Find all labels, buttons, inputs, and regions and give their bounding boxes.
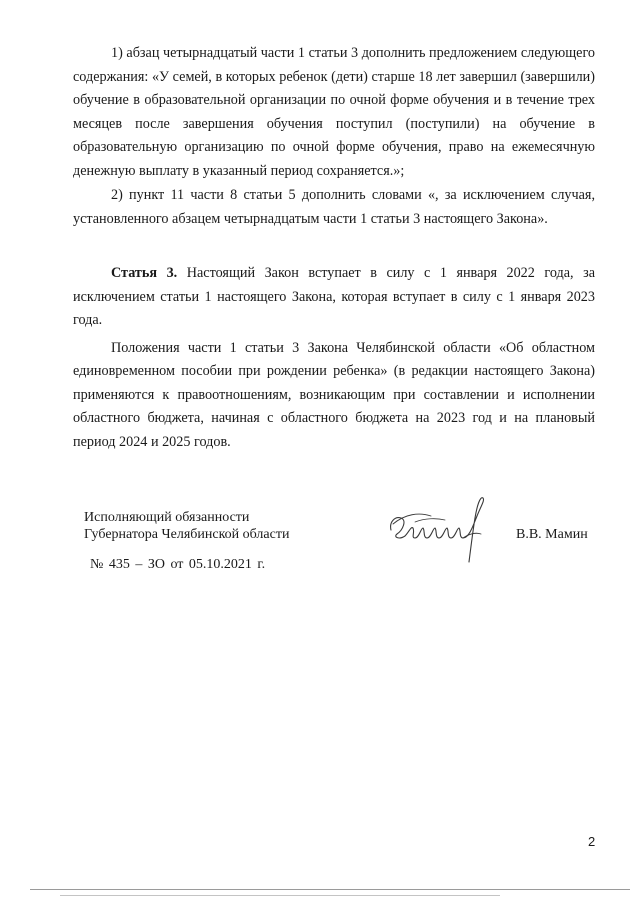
footer-scan-line [60,895,500,896]
amendment-item-1: 1) абзац четырнадцатый части 1 статьи 3 дополнить предложением следующего содержания: «У семей, в которых ребенок (дети) старше 18 лет завершил (завершили) обучение в образовательной организации по очной форме обучения и в течение трех месяцев после завершения обучения поступил (поступили) на обучение в образовательную организацию по очной форме обучения, право на ежемесячную денежную выплату в указанный период сохраняется.»; [73,45,595,179]
article-3-text: Настоящий Закон вступает в силу с 1 января 2022 года, за исключением статьи 1 настоящего Закона, которая вступает в силу с 1 января 2023 года. [73,265,596,328]
article-3 [73,262,595,454]
article-3-provisions-paragraph: Положения части 1 статьи 3 Закона Челябинской области «Об областном единовременном пособии при рождении ребенка» (в редакции настоящего Закона) применяются к правоотношениям, возникающим при составлении и исполнении областного бюджета, начиная с областного бюджета на 2023 год и на плановый период 2024 и 2025 годов. [73,339,595,450]
amendment-item-2: 2) пункт 11 части 8 статьи 5 дополнить словами «, за исключением случая, установленного абзацем четырнадцатым части 1 статьи 3 настоящего Закона». [73,187,595,227]
signatory-title-line-2: Губернатора Челябинской области [84,527,290,542]
signatory-title-line-1: Исполняющий обязанности [84,510,250,525]
signatory-name: В.В. Мамин [516,527,588,542]
handwritten-signature [385,496,495,566]
article-3-paragraph [73,262,595,333]
law-number: № 435 – ЗО от 05.10.2021 г. [90,557,266,572]
amendment-list [73,42,595,231]
footer-divider [30,889,630,890]
page-number: 2 [588,834,596,849]
article-3-heading: Статья 3. [111,265,178,281]
